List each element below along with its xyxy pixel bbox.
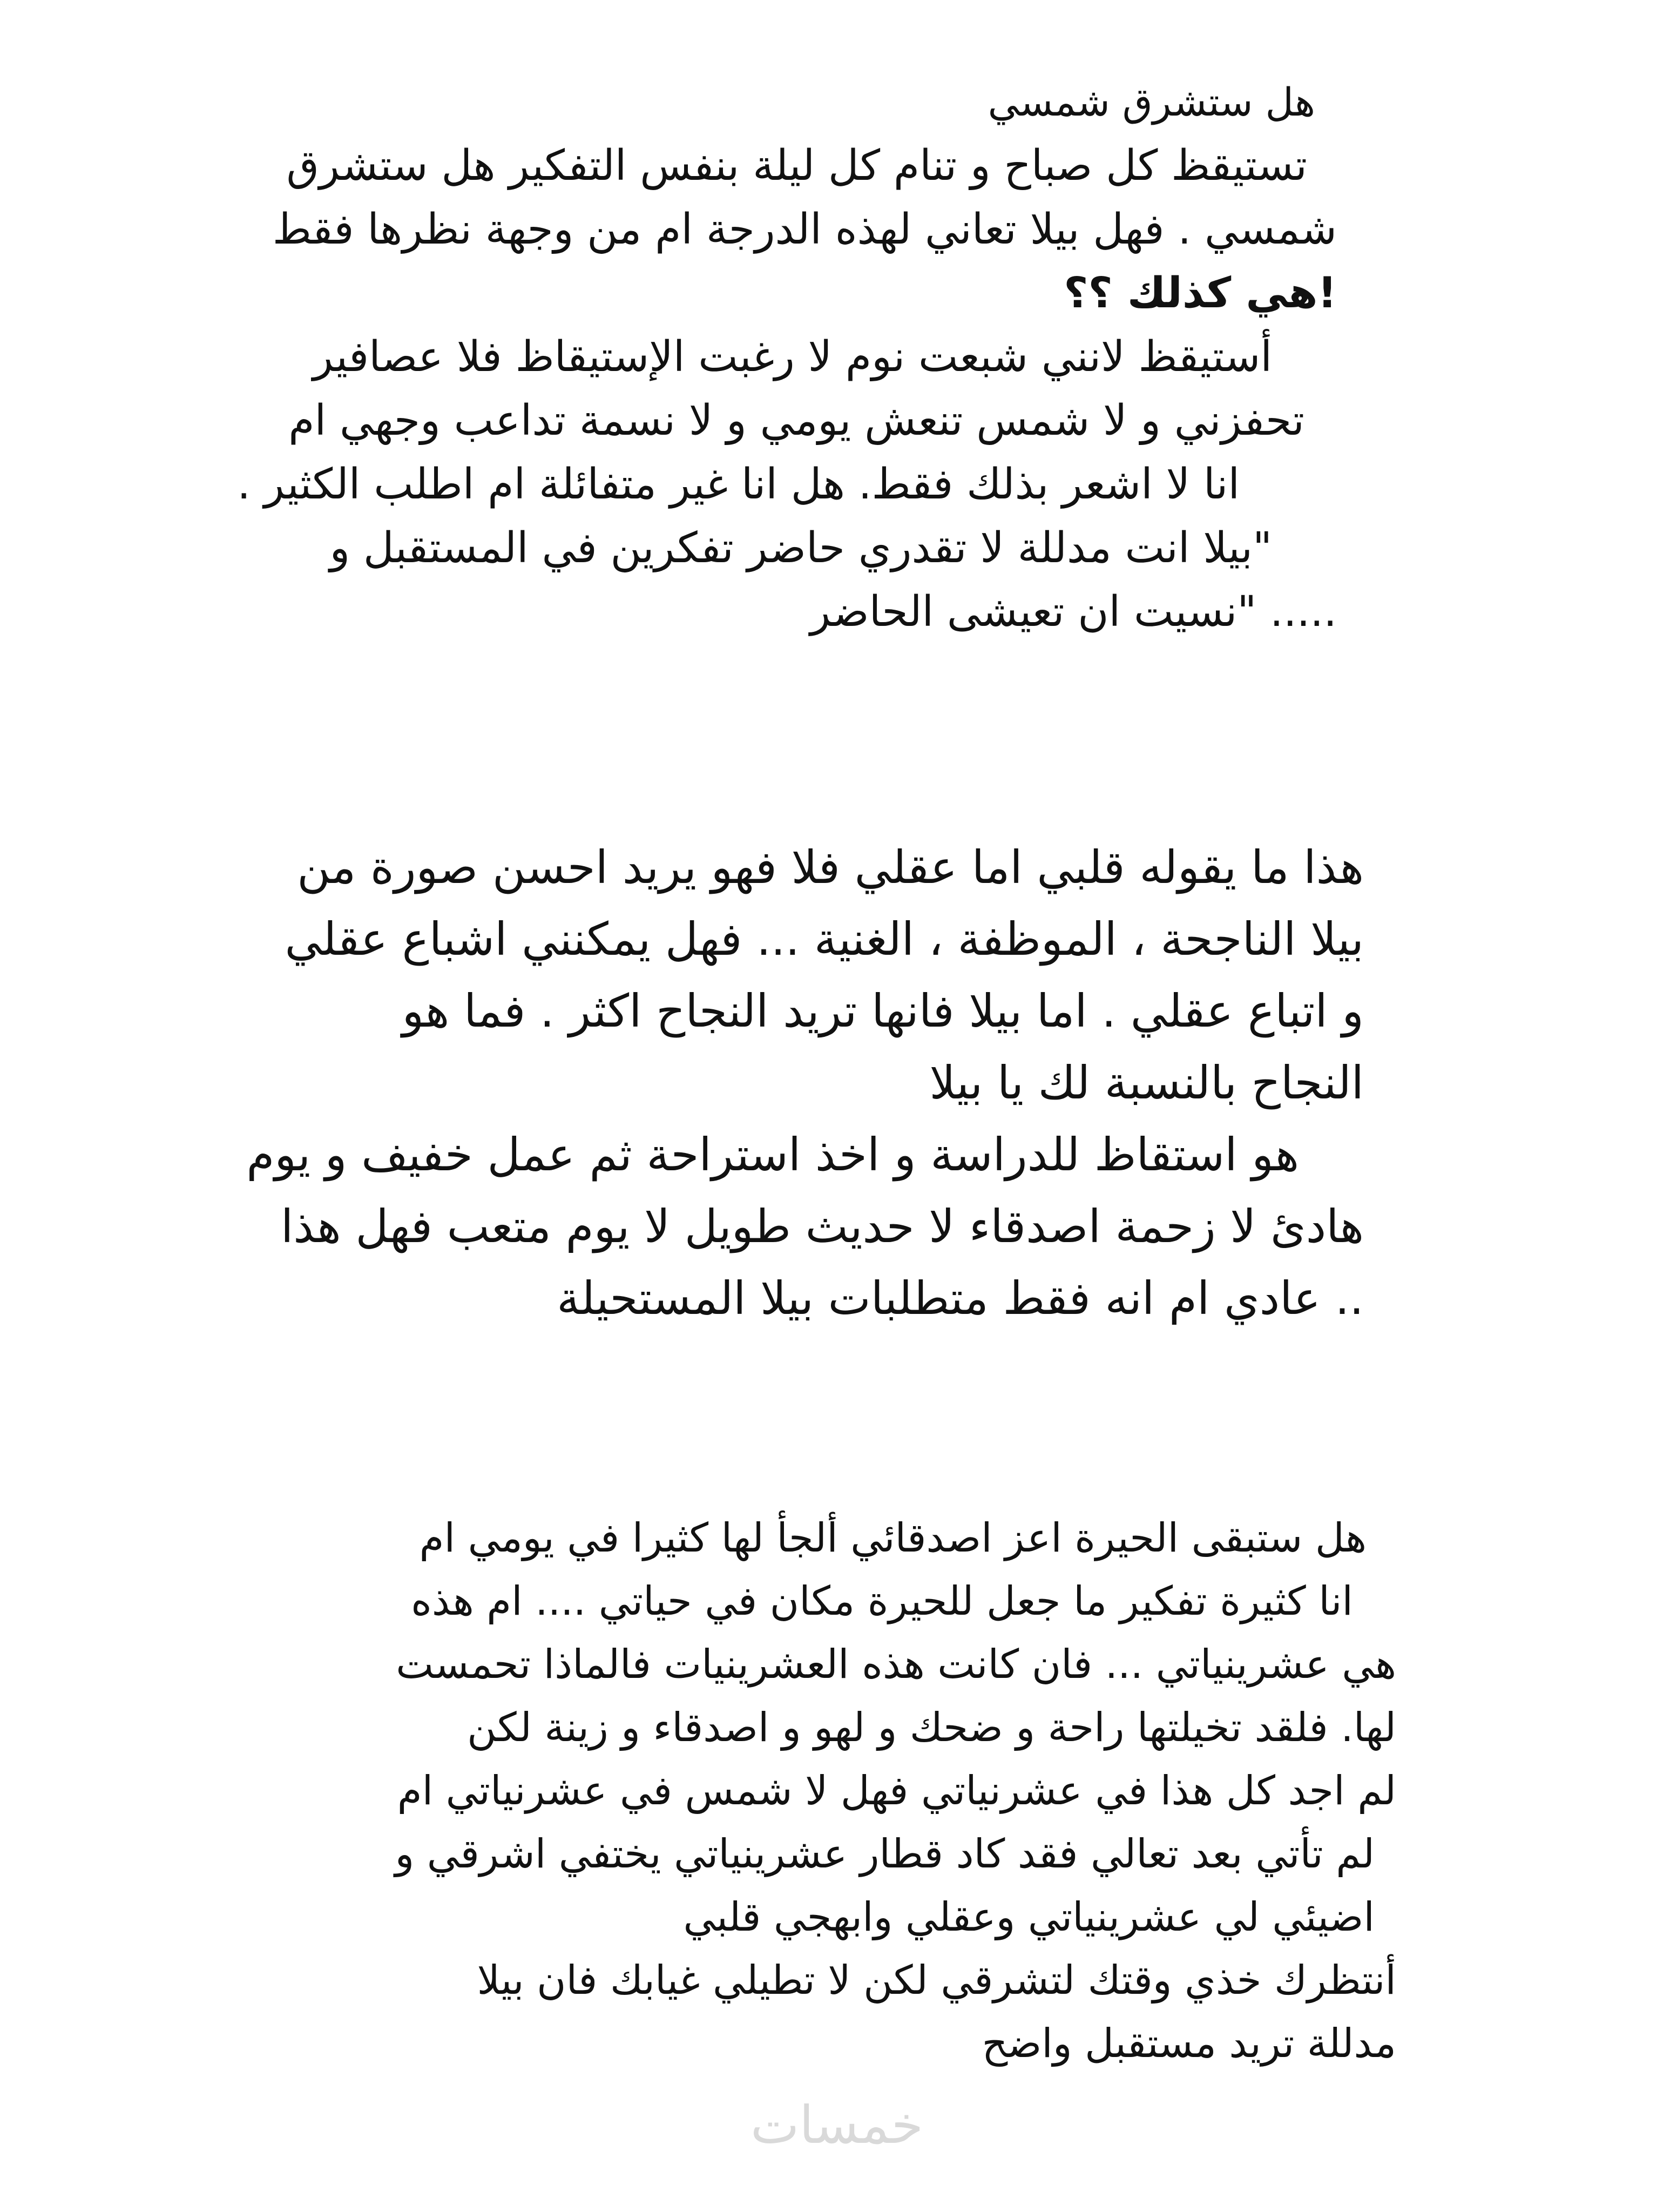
text-line: أستيقظ لانني شبعت نوم لا رغبت الإستيقاظ فلا عصافير <box>313 333 1272 381</box>
text-line: شمسي . فهل بيلا تعاني لهذه الدرجة ام من وجهة نظرها فقط <box>272 205 1337 254</box>
text-line: النجاح بالنسبة لك يا بيلا <box>929 1056 1364 1109</box>
text-line: "بيلا انت مدللة لا تقدري حاضر تفكرين في المستقبل و <box>329 524 1272 572</box>
text-line: أنتظرك خذي وقتك لتشرقي لكن لا تطيلي غيابك فان بيلا <box>477 1957 1396 2004</box>
text-line: هو استقاظ للدراسة و اخذ استراحة ثم عمل خفيف و يوم <box>246 1128 1299 1181</box>
text-line: هادئ لا زحمة اصدقاء لا حديث طويل لا يوم متعب فهل هذا <box>280 1200 1364 1253</box>
text-line: ..... "نسيت ان تعيشى الحاضر <box>810 588 1337 636</box>
text-line: لم تأتي بعد تعالي فقد كاد قطار عشرينياتي يختفي اشرقي و <box>395 1831 1375 1877</box>
text-line: هي عشرينياتي ... فان كانت هذه العشرينيات فالماذا تحمست <box>396 1641 1396 1688</box>
text-line: و اتباع عقلي . اما بيلا فانها تريد النجاح اكثر . فما هو <box>402 984 1364 1037</box>
paragraph-section-2 <box>246 832 1364 1334</box>
text-line: اضيئي لي عشرينياتي وعقلي وابهجي قلبي <box>683 1894 1375 1940</box>
text-line: تستيقظ كل صباح و تنام كل ليلة بنفس التفكير هل ستشرق <box>286 141 1307 190</box>
text-line: انا كثيرة تفكير ما جعل للحيرة مكان في حياتي .... ام هذه <box>411 1578 1353 1624</box>
text-line: هل ستبقى الحيرة اعز اصدقائي ألجأ لها كثيرا في يومي ام <box>419 1515 1367 1561</box>
text-line: لها. فلقد تخيلتها راحة و ضحك و لهو و اصدقاء و زينة لكن <box>467 1704 1396 1751</box>
text-line: مدللة تريد مستقبل واضح <box>982 2020 1396 2067</box>
text-line: .. عادي ام انه فقط متطلبات بيلا المستحيلة <box>557 1272 1364 1325</box>
text-line: بيلا الناجحة ، الموظفة ، الغنية ... فهل يمكنني اشباع عقلي <box>285 913 1364 966</box>
paragraph-section-1 <box>237 70 1337 644</box>
document-title: هل ستشرق شمسي <box>988 79 1315 125</box>
paragraph-section-3 <box>343 1507 1396 2075</box>
text-line: لم اجد كل هذا في عشرنياتي فهل لا شمس في عشرنياتي ام <box>397 1768 1396 1814</box>
text-line: انا لا اشعر بذلك فقط. هل انا غير متفائلة ام اطلب الكثير . <box>237 460 1240 509</box>
text-line: تحفزني و لا شمس تنعش يومي و لا نسمة تداعب وجهي ام <box>288 396 1304 445</box>
watermark-logo: خمسات <box>750 2095 924 2155</box>
text-line: هذا ما يقوله قلبي اما عقلي فلا فهو يريد احسن صورة من <box>297 841 1364 894</box>
text-line: !هي كذلك ؟؟ <box>1064 269 1337 318</box>
